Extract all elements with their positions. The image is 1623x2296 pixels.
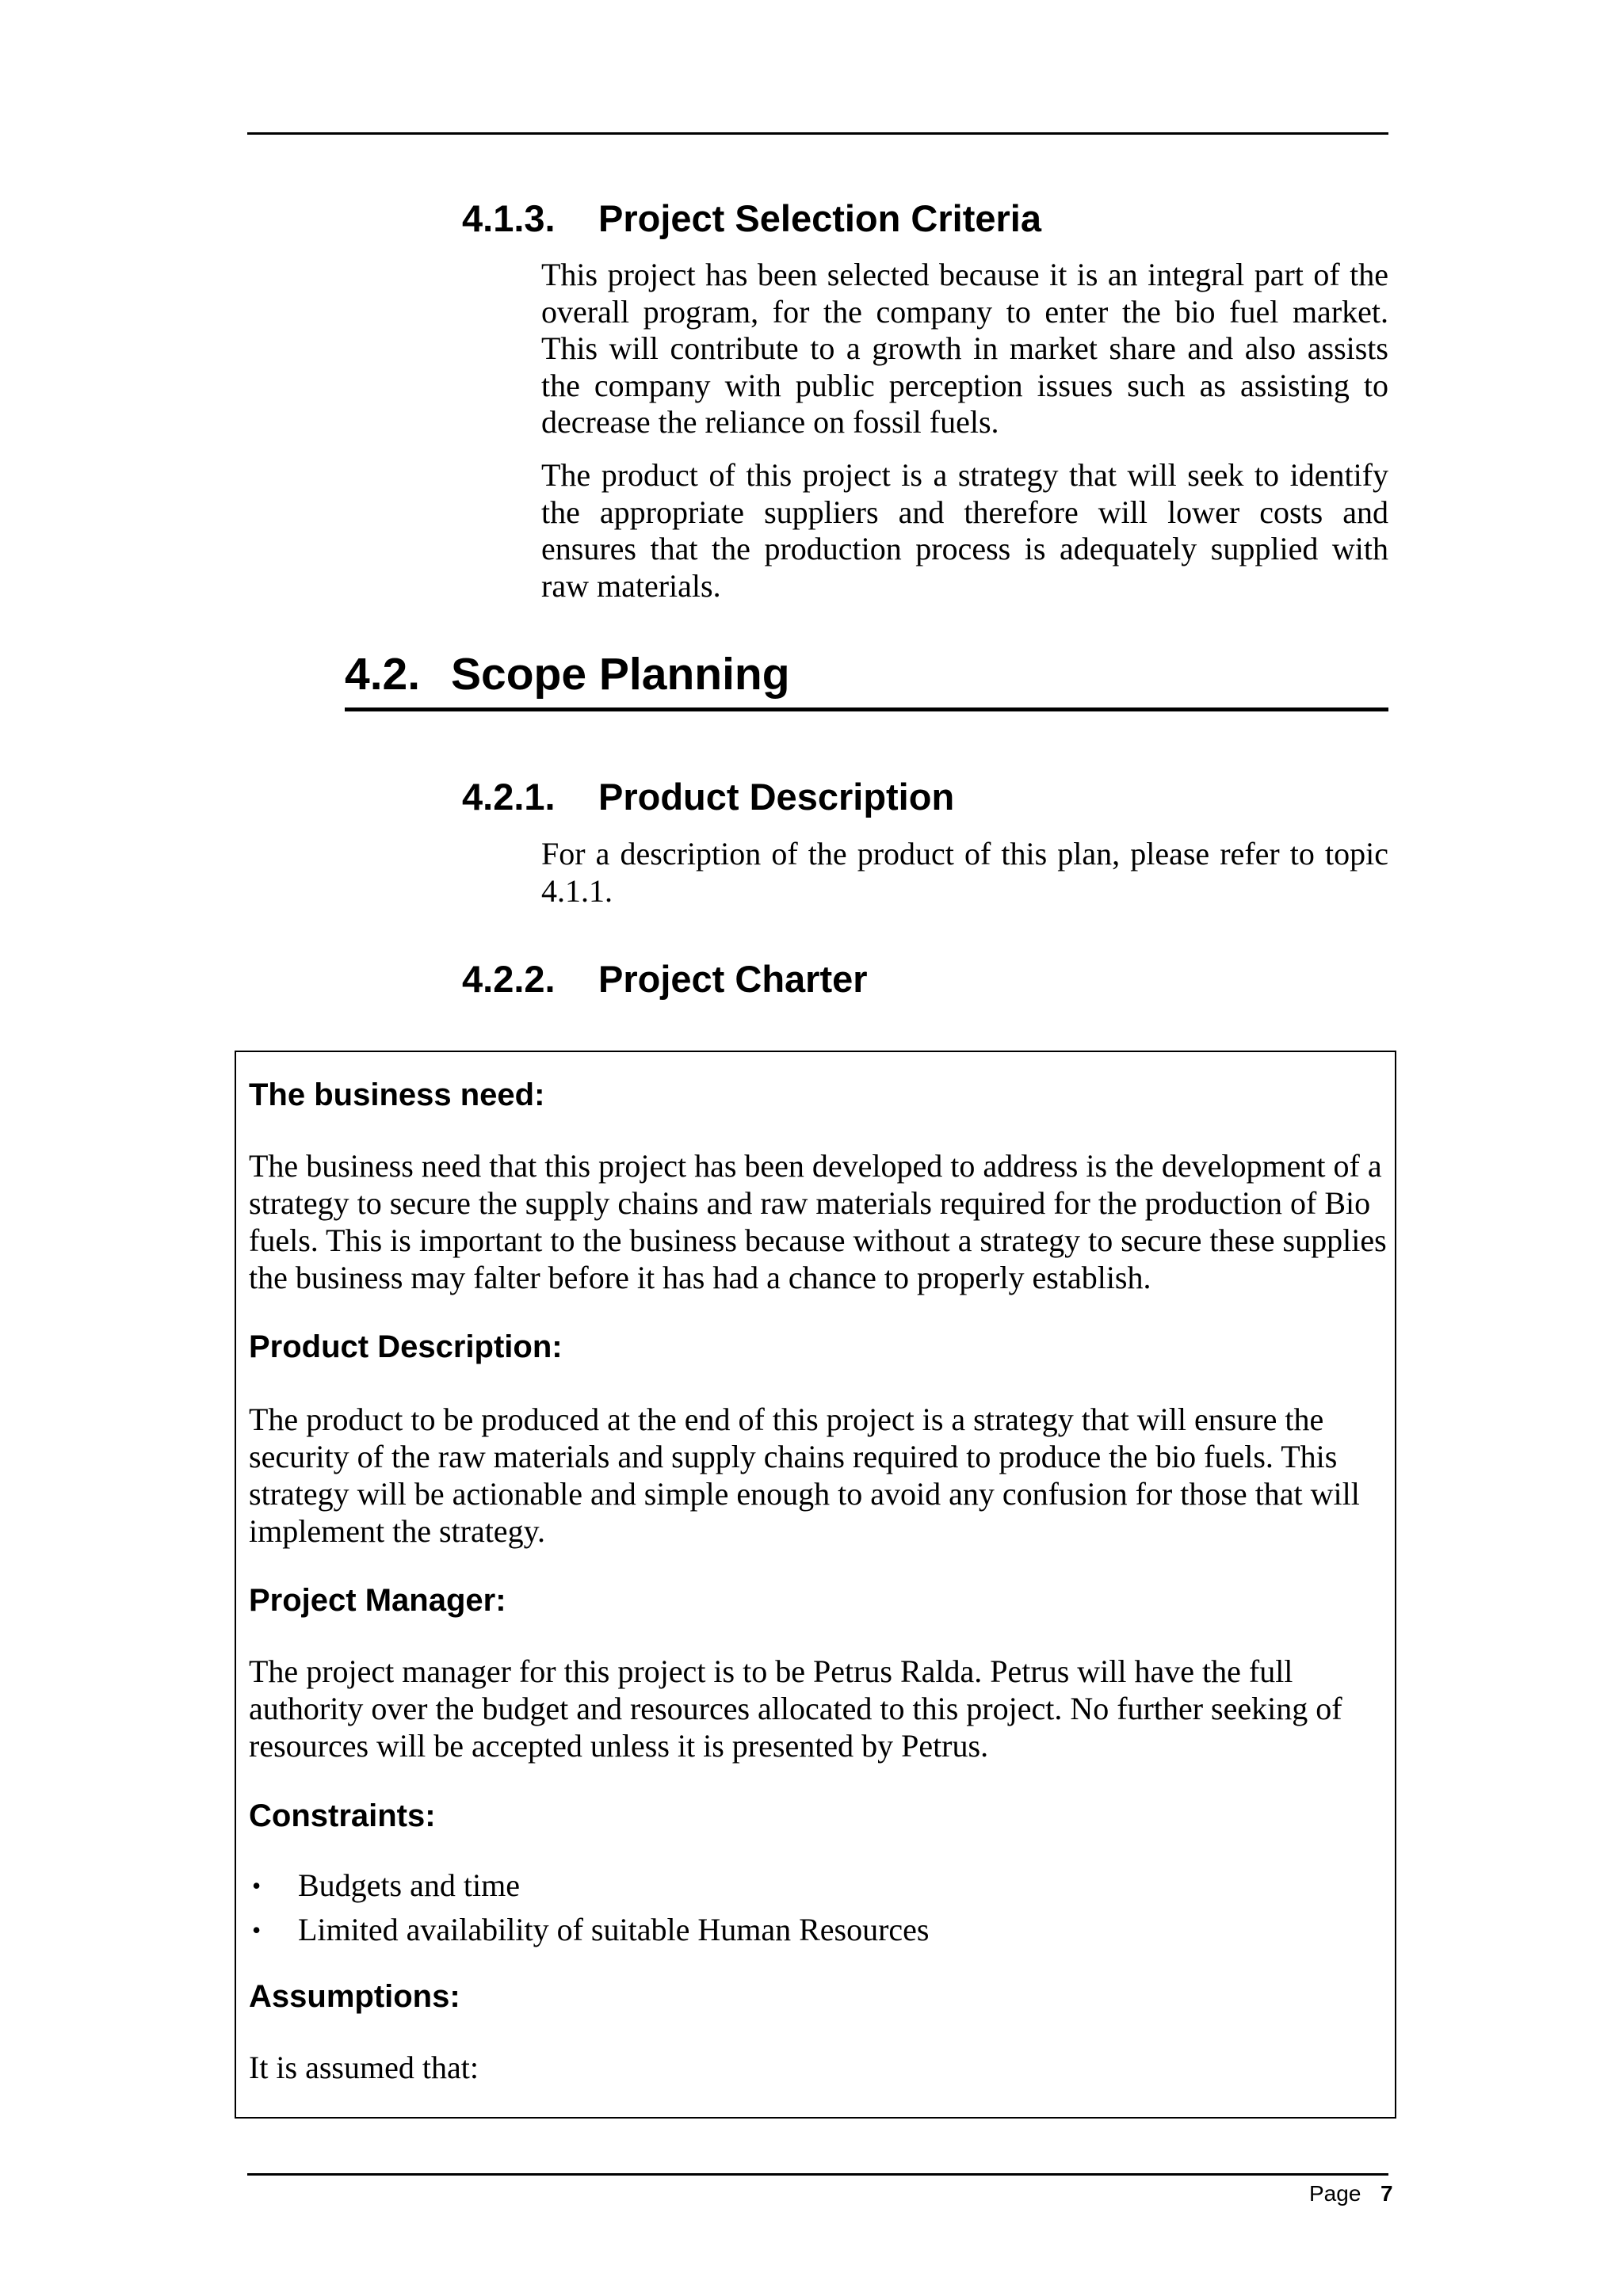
selection-paragraph-2: The product of this project is a strategy that will seek to identify the appropriate suppliers and therefore will lower costs and ensures that the production process is adequately supplied with raw materials. (541, 457, 1388, 604)
constraints-heading: Constraints: (249, 1798, 436, 1833)
section-number: 4.2.1. (462, 776, 556, 818)
page-label: Page (1309, 2181, 1361, 2206)
project-manager-text: The project manager for this project is to be Petrus Ralda. Petrus will have the full authority over the budget and resources allocated to this project. No further seeking of resources will be accepted unless it is presented by Petrus. (249, 1653, 1342, 1764)
list-item (249, 1908, 929, 1952)
scope-heading-rule (345, 707, 1388, 711)
constraints-list (249, 1863, 929, 1952)
project-charter-box (235, 1051, 1396, 2119)
product-description-text: The product to be produced at the end of this project is a strategy that will ensure the security of the raw materials and supply chains required to produce the bio fuels. This strategy will be actionable and simple enough to avoid any confusion for those that will implement the strategy. (249, 1402, 1360, 1549)
bullet-icon: • (252, 1916, 262, 1944)
section-title: Scope Planning (451, 649, 790, 700)
product-description-heading: Product Description: (249, 1329, 563, 1364)
assumptions-heading: Assumptions: (249, 1979, 460, 2014)
section-title: Project Selection Criteria (598, 197, 1041, 239)
selection-paragraph-1: This project has been selected because it is an integral part of the overall program, for the company to enter the bio fuel market. This will contribute to a growth in market share and also assists the company with public perception issues such as assisting to decrease the reliance on fossil fuels. (541, 257, 1388, 440)
constraint-text: Budgets and time (298, 1867, 520, 1903)
section-number: 4.2. (345, 649, 421, 700)
footer-rule (247, 2173, 1388, 2176)
assumptions-text: It is assumed that: (249, 2050, 479, 2085)
section-number: 4.2.2. (462, 958, 556, 1000)
project-manager-heading: Project Manager: (249, 1583, 506, 1618)
product-description-paragraph: For a description of the product of this plan, please refer to topic 4.1.1. (541, 836, 1388, 909)
header-rule (247, 132, 1388, 135)
list-item (249, 1863, 929, 1908)
business-need-text: The business need that this project has been developed to address is the development of a strategy to secure the supply chains and raw materials required for the production of Bio fuels. This is important to the business because without a strategy to secure these supplies the business may falter before it has had a chance to properly establish. (249, 1148, 1387, 1295)
constraint-text: Limited availability of suitable Human Resources (298, 1912, 930, 1947)
section-title: Product Description (598, 776, 955, 818)
section-number: 4.1.3. (462, 197, 556, 239)
bullet-icon: • (252, 1871, 262, 1900)
section-title: Project Charter (598, 958, 868, 1000)
business-need-heading: The business need: (249, 1077, 545, 1112)
page-number: 7 (1381, 2181, 1393, 2206)
